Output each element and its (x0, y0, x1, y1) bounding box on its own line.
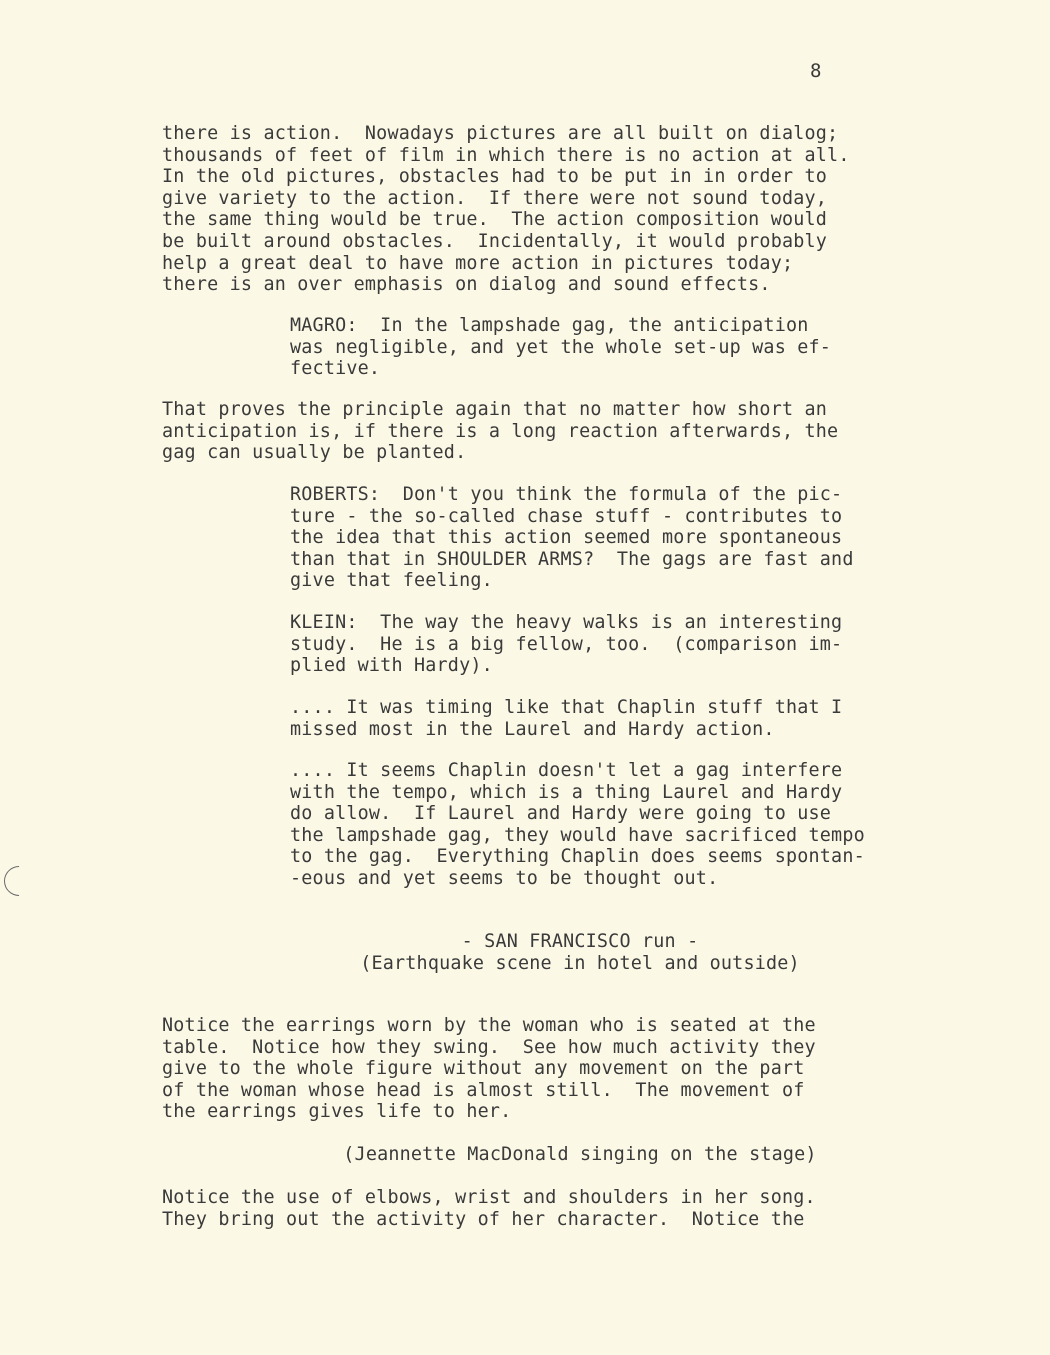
scene-note: (Jeannette MacDonald singing on the stage) (343, 1144, 817, 1165)
quote-timing: .... It was timing like that Chaplin stuff that I missed most in the Laurel and Hardy action. (290, 697, 843, 740)
quote-tempo: .... It seems Chaplin doesn't let a gag interfere with the tempo, which is a thing Laurel and Hardy do allow. If Laurel and Hardy were going to use the lampshade gag, they would have sacrificed tempo to the gag. Everything Chaplin does seems spontan- -eous and yet seems to be thought out. (290, 760, 865, 889)
paragraph-earrings: Notice the earrings worn by the woman who is seated at the table. Notice how they swing. See how much activity they give to the whole figure without any movement on the part of the woman whose head is almost still. The movement of the earrings gives life to her. (162, 1015, 816, 1123)
quote-roberts: ROBERTS: Don't you think the formula of the pic- ture - the so-called chase stuff - contributes to the idea that this action seemed more spontaneous than that in SHOULDER ARMS? The gags are fast and give that feeling. (290, 484, 854, 592)
punch-hole-mark (0, 860, 40, 902)
paragraph-elbows: Notice the use of elbows, wrist and shoulders in her song. They bring out the activity of her character. Notice the (162, 1187, 816, 1230)
quote-klein: KLEIN: The way the heavy walks is an interesting study. He is a big fellow, too. (comparison im- plied with Hardy). (290, 612, 843, 677)
section-subtitle: (Earthquake scene in hotel and outside) (360, 953, 800, 974)
quote-magro: MAGRO: In the lampshade gag, the anticipation was negligible, and yet the whole set-up was ef- fective. (290, 315, 832, 380)
section-title: - SAN FRANCISCO run - (461, 931, 699, 952)
paragraph-action-obstacles: there is action. Nowadays pictures are all built on dialog; thousands of feet of film in which there is no action at all. In the old pictures, obstacles had to be put in in order to give variety to the action. If there were not sound today, the same thing would be true. The action composition would be built around obstacles. Incidentally, it would probably help a great deal to have more action in pictures today; there is an over emphasis on dialog and sound effects. (162, 123, 850, 296)
paragraph-anticipation-principle: That proves the principle again that no matter how short an anticipation is, if there is a long reaction afterwards, the gag can usually be planted. (162, 399, 839, 464)
page-number: 8 (810, 60, 822, 82)
